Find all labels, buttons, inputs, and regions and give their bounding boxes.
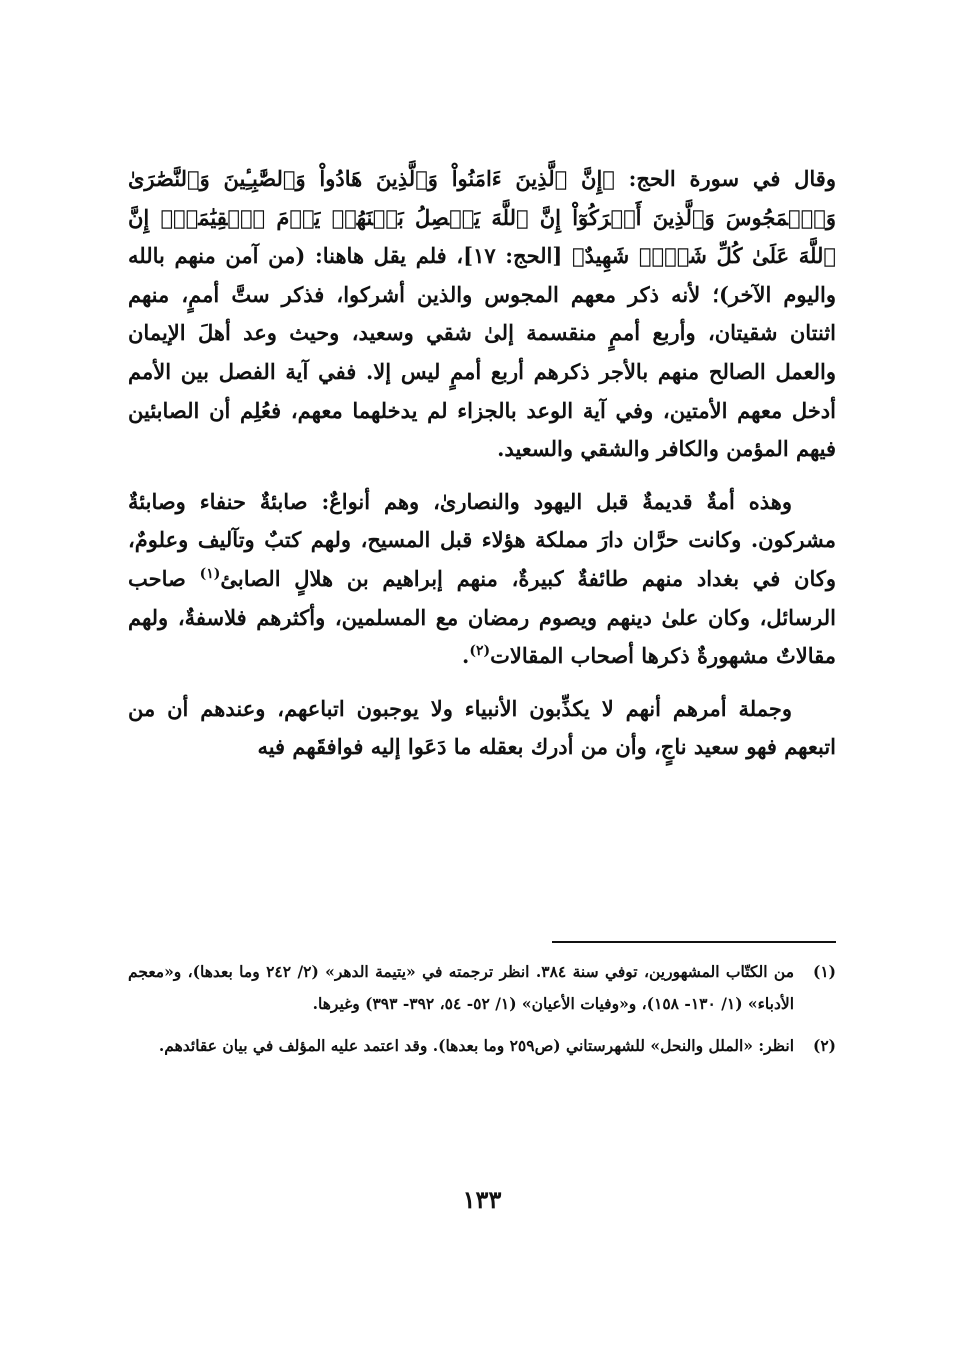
footnote-1-number: (١)	[812, 962, 836, 981]
paragraph-2	[128, 483, 836, 676]
paragraph-2-text-a: وهذه أمةٌ قديمةٌ قبل اليهود والنصارىٰ، وهم أنواعٌ: صابئةٌ حنفاء وصابئةٌ مشركون. وكانت حرَّان دارَ مملكة هؤلاء قبل المسيح، ولهم كتبٌ وتآليف وعلومٌ، وكان في بغداد منهم طائفةٌ كبيرةٌ، منهم إبراهيم بن هلالٍ الصابئ	[128, 488, 836, 591]
paragraph-3: وجملة أمرهم أنهم لا يكذِّبون الأنبياء ولا يوجبون اتباعهم، وعندهم أن من اتبعهم فهو سعيد ناجٍ، وأن من أدرك بعقله ما دَعَوا إليه فوافقَهم فيه	[128, 695, 836, 760]
main-text	[128, 160, 836, 781]
footnotes	[128, 956, 836, 1072]
paragraph-1: وقال في سورة الحج: ﴿إِنَّ ٱلَّذِينَ ءَامَنُواْ وَٱلَّذِينَ هَادُواْ وَٱلصَّٰبِـِٔينَ وَٱلنَّصَٰرَىٰ وَٱلۡمَجُوسَ وَٱلَّذِينَ أَشۡرَكُوٓاْ إِنَّ ٱللَّهَ يَفۡصِلُ بَيۡنَهُمۡ يَوۡمَ ٱلۡقِيَٰمَةِۚ إِنَّ ٱللَّهَ عَلَىٰ كُلِّ شَيۡءٖ شَهِيدٌ﴾ [الحج: ١٧]، فلم يقل هاهنا: (من آمن منهم بالله واليوم الآخر)؛ لأنه ذكر معهم المجوس والذين أشركوا، فذكر ستَّ أممٍ، منهم اثنتان شقيتان، وأربع أممٍ منقسمة إلىٰ شقي وسعيد، وحيث وعد أهلَ الإيمان والعمل الصالح منهم بالأجر ذكرهم أربع أممٍ ليس إلا. ففي آية الفصل بين الأمم أدخل معهم الأمتين، وفي آية الوعد بالجزاء لم يدخلهما معهم، فعُلِم أن الصابئين فيهم المؤمن والكافر والشقي والسعيد.	[128, 166, 836, 462]
footnote-1	[128, 956, 836, 1020]
footnote-ref-1[interactable]: (١)	[199, 565, 221, 582]
footnote-1-text: من الكتّاب المشهورين، توفي سنة ٣٨٤. انظر ترجمته في «يتيمة الدهر» (٢/ ٢٤٢ وما بعدها)، و«معجم الأدباء» (١/ ١٣٠- ١٥٨)، و«وفيات الأعيان» (١/ ٥٢- ٥٤، ٣٩٢- ٣٩٣) وغيرها.	[128, 962, 794, 1013]
paragraph-2-text-b: صاحب الرسائل، وكان علىٰ دينهم ويصوم رمضان مع المسلمين، وأكثرهم فلاسفةٌ، ولهم مقالاتٌ مشهورةٌ ذكرها أصحاب المقالات	[128, 565, 836, 669]
footnote-2-text: انظر: «الملل والنحل» للشهرستاني (ص٢٥٩ وما بعدها). وقد اعتمد عليه المؤلف في بيان عقائدهم.	[158, 1036, 794, 1055]
paragraph-2-text-c: .	[462, 643, 470, 669]
footnote-2-number: (٢)	[812, 1036, 836, 1055]
footnote-ref-2[interactable]: (٢)	[469, 643, 491, 660]
page-number: ١٣٣	[462, 1185, 502, 1214]
footnote-divider	[552, 941, 836, 943]
footnote-2	[128, 1030, 836, 1062]
